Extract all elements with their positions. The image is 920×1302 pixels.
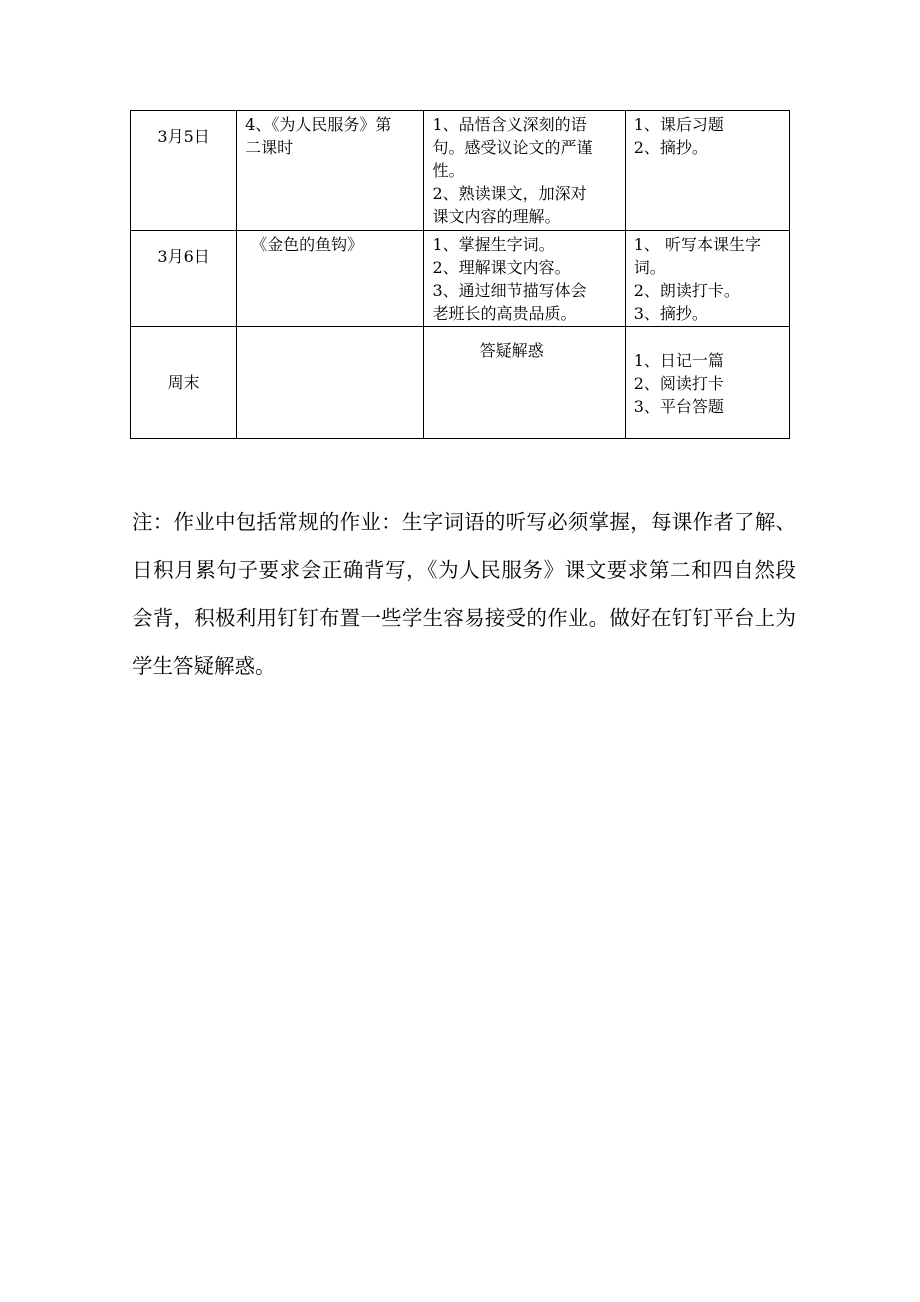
lesson-cell (237, 231, 424, 327)
weekend-label-cell: 周末 (131, 327, 237, 439)
homework-line: 1、课后习题 (633, 115, 724, 134)
homework-line: 词。 (633, 258, 666, 277)
homework-line: 2、朗读打卡。 (633, 281, 740, 300)
homework-cell (625, 327, 789, 439)
lesson-cell (237, 327, 424, 439)
goal-line: 2、理解课文内容。 (432, 258, 571, 277)
goal-line: 2、熟读课文，加深对 (432, 184, 587, 203)
lesson-line: 4、《为人民服务》第 (245, 115, 392, 134)
homework-line: 2、摘抄。 (633, 138, 708, 157)
homework-line: 3、平台答题 (633, 397, 724, 416)
homework-cell (625, 111, 789, 231)
goal-line: 课文内容的理解。 (432, 207, 561, 226)
date-cell: 3月5日 (131, 111, 237, 231)
goals-cell (424, 111, 625, 231)
goals-cell (424, 231, 625, 327)
table-row (131, 111, 790, 231)
goal-line: 句。感受议论文的严谨 (432, 138, 593, 157)
homework-line: 3、摘抄。 (633, 304, 708, 323)
goal-line: 老班长的高贵品质。 (432, 304, 577, 323)
homework-line: 1、 听写本课生字 (633, 235, 762, 254)
lesson-line: 《金色的鱼钩》 (251, 235, 364, 254)
table-row (131, 231, 790, 327)
homework-cell (625, 231, 789, 327)
date-cell: 3月6日 (131, 231, 237, 327)
homework-line: 2、阅读打卡 (633, 374, 724, 393)
goal-line: 1、品悟含义深刻的语 (432, 115, 587, 134)
table-row (131, 327, 790, 439)
lesson-line: 二课时 (245, 138, 294, 157)
homework-line: 1、日记一篇 (633, 351, 724, 370)
goal-line: 性。 (432, 161, 465, 180)
goal-line: 3、通过细节描写体会 (432, 281, 587, 300)
note-paragraph: 注：作业中包括常规的作业：生字词语的听写必须掌握，每课作者了解、日积月累句子要求会正确背写，《为人民服务》课文要求第二和四自然段会背，积极利用钉钉布置一些学生容易接受的作业。做好在钉钉平台上为学生答疑解惑。 (132, 510, 796, 678)
goal-line: 1、掌握生字词。 (432, 235, 555, 254)
homework-schedule-table (130, 110, 790, 439)
lesson-cell (237, 111, 424, 231)
qa-cell: 答疑解惑 (424, 327, 625, 439)
